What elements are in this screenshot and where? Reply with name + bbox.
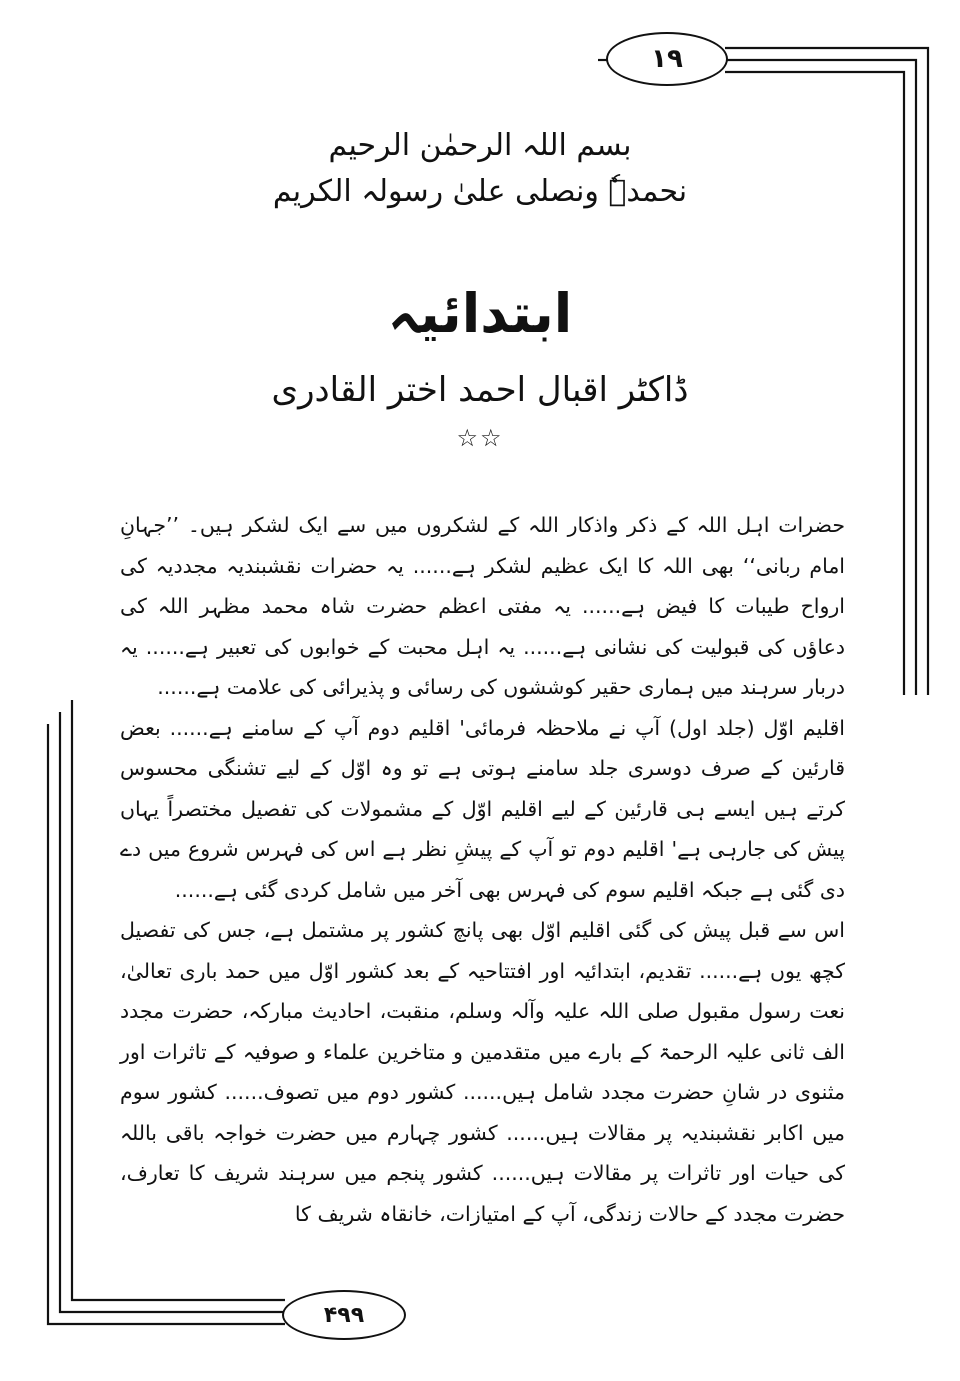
page-number-top	[606, 32, 728, 86]
page-number-top-text: ١٩	[651, 44, 683, 74]
page-number-bottom	[282, 1290, 406, 1340]
paragraph: اس سے قبل پیش کی گئی اقلیم اوّل بھی پانچ کشور پر مشتمل ہے، جس کی تفصیل کچھ یوں ہے...... تقدیم، ابتدائیہ اور افتتاحیہ کے بعد کشور اوّل میں حمد باری تعالیٰ، نعت رسول مقبول صلی اللہ علیہ وآلہ وسلم، منقبت، احادیث مبارکہ، حضرت مجدد الف ثانی علیہ الرحمۃ کے بارے میں متقدمین و متاخرین علماء و صوفیہ کے تاثرات اور مثنوی در شانِ حضرت مجدد شامل ہیں...... کشور دوم میں تصوف...... کشور سوم میں اکابر نقشبندیہ پر مقالات ہیں...... کشور چہارم میں حضرت خواجہ باقی باللہ کی حیات اور تاثرات پر مقالات ہیں...... کشور پنجم میں سرہند شریف کا تعارف، حضرت مجدد کے حالات زندگی، آپ کے امتیازات، خانقاہ شریف کا	[120, 918, 845, 1226]
paragraph: حضرات اہل اللہ کے ذکر واذکار اللہ کے لشکروں میں سے ایک لشکر ہیں۔ ’’جہانِ امام ربانی‘‘ بھی اللہ کا ایک عظیم لشکر ہے...... یہ حضرات نقشبندیہ مجددیہ کی ارواح طیبات کا فیض ہے...... یہ مفتی اعظم حضرت شاہ محمد مظہر اللہ کی دعاؤں کی قبولیت کی نشانی ہے...... یہ اہل محبت کے خوابوں کی تعبیر ہے...... یہ دربار سرہند میں ہماری حقیر کوششوں کی رسائی و پذیرائی کی علامت ہے......	[120, 513, 845, 699]
star-ornament: ☆☆	[456, 424, 504, 452]
body-text	[120, 505, 845, 1234]
paragraph: اقلیم اوّل (جلد اول) آپ نے ملاحظہ فرمائی' اقلیم دوم آپ کے سامنے ہے...... بعض قارئین کے صرف دوسری جلد سامنے ہوتی ہے تو وہ اوّل کے لیے تشنگی محسوس کرتے ہیں ایسے ہی قارئین کے لیے اقلیم اوّل کے مشمولات کی تفصیل مختصراً یہاں پیش کی جارہی ہے' اقلیم دوم تو آپ کے پیشِ نظر ہے اس کی فہرس شروع میں دے دی گئی ہے جبکہ اقلیم سوم کی فہرس بھی آخر میں شامل کردی گئی ہے......	[120, 715, 845, 902]
page-title: ابتدائیہ	[387, 282, 573, 345]
bismillah-line: بسم اللہ الرحمٰن الرحیم	[328, 128, 632, 163]
author-name: ڈاکٹر اقبال احمد اختر القادری	[271, 370, 689, 410]
page-number-bottom-text: ۴۹۹	[323, 1302, 365, 1328]
hamd-line: نحمدہٗ ونصلی علیٰ رسولہ الکریم	[272, 174, 688, 209]
